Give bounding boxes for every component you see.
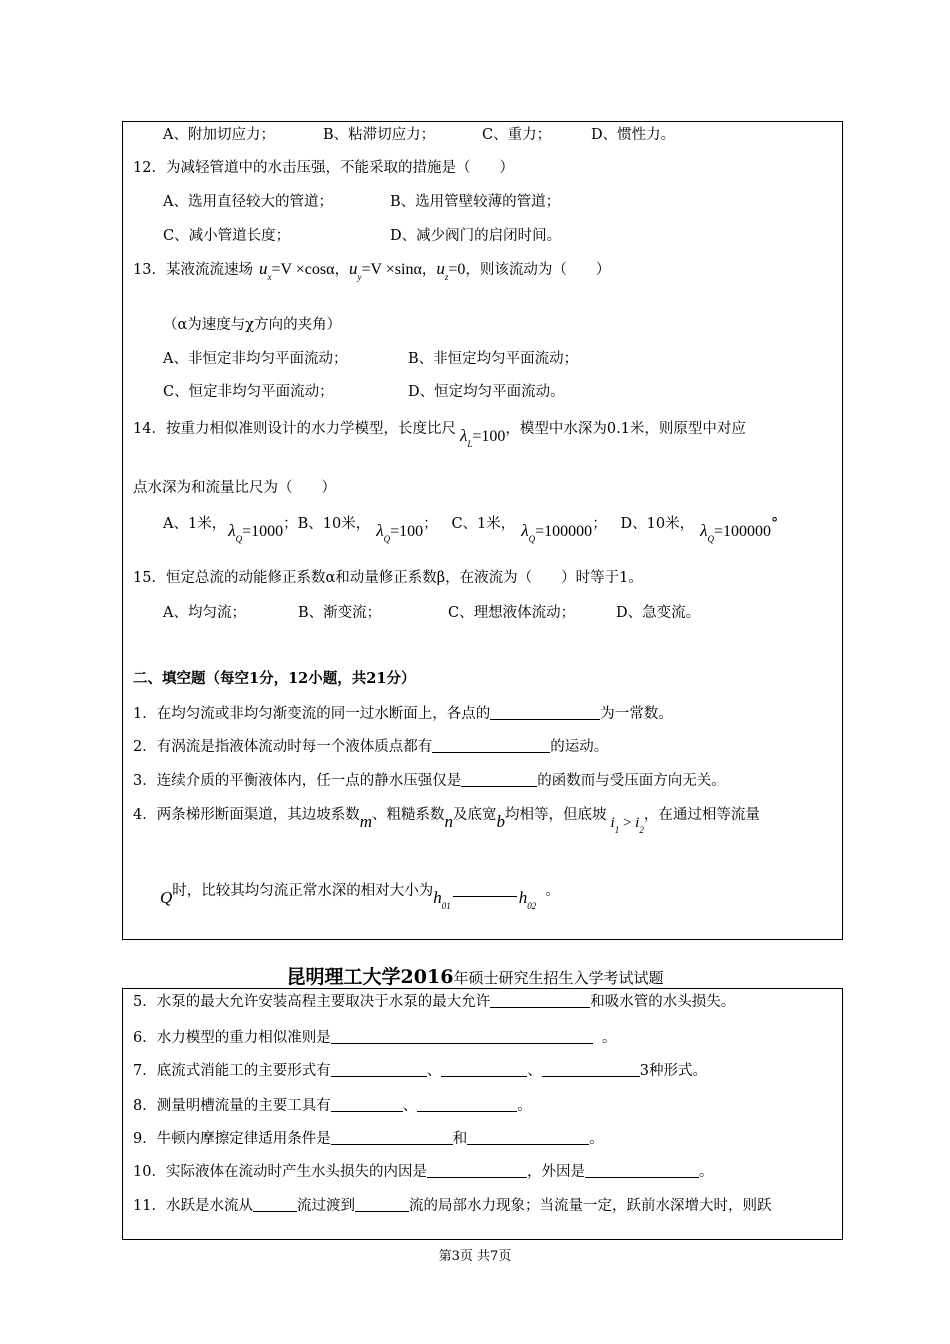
fill-q8-text: 8．测量明槽流量的主要工具有 [133, 1098, 331, 1114]
q12-option-d: D、减少阀门的启闭时间。 [390, 228, 562, 244]
q13-ux: =V ×cosα [271, 261, 335, 278]
q14-option-d: D、10米， [620, 516, 695, 532]
q14-option-b-val: =100 [390, 523, 424, 540]
fill-q9 [133, 1129, 604, 1149]
fill-q4-blank[interactable] [453, 882, 517, 897]
page-number: 第3页 共7页 [438, 1249, 512, 1264]
q11-option-b: B、粘滞切应力； [323, 127, 436, 143]
fill-q6-blank[interactable] [331, 1029, 593, 1044]
q13-stem: 13．某液流流速场 $u_x=V \times\cos\alpha$，$u_y=V \times\sin\alpha$，$u_z=0$，则该流动为（ ） [133, 259, 611, 282]
fill-q7-text: 7．底流式消能工的主要形式有 [133, 1063, 331, 1079]
fill-q4-sym-h2: h [518, 888, 528, 907]
q13-option-b: B、非恒定均匀平面流动； [408, 351, 579, 367]
fill-q2-post: 的运动。 [550, 739, 609, 755]
q12-option-c: C、减小管道长度； [163, 228, 291, 244]
fill-q11-post: 流的局部水力现象；当流量一定，跃前水深增大时，则跃 [408, 1198, 772, 1214]
q14-stem-text: 14．按重力相似准则设计的水力学模型，长度比尺 [133, 421, 456, 437]
fill-q1 [133, 704, 673, 724]
fill-q4-sym-i1: i [610, 815, 615, 831]
q15-option-b: B、渐变流； [298, 605, 382, 621]
fill-q1-post: 为一常数。 [600, 706, 673, 722]
q14-options: A、1米， $\lambda_Q=1000$；B、10米， $\lambda_Q=100$； C、1米， $\lambda_Q=100000$； D、10米， $\lambda_Q=100000^\circ$ [163, 516, 779, 544]
university-name: 昆明理工大学 [286, 966, 401, 988]
q14-stem: 14．按重力相似准则设计的水力学模型，长度比尺 $\lambda_L=100$，模型中水深为0.1米，则原型中对应 [133, 421, 746, 449]
fill-q9-blank2[interactable] [467, 1130, 589, 1145]
fill-q4-post: ，在通过相等流量 [643, 807, 760, 823]
fill-q9-blank1[interactable] [331, 1130, 453, 1145]
fill-q3 [133, 771, 726, 791]
fill-q11-blank2[interactable] [355, 1197, 409, 1212]
fill-q5-text: 5．水泵的最大允许安装高程主要取决于水泵的最大允许 [133, 994, 491, 1010]
fill-q2-text: 2．有涡流是指液体流动时每一个液体质点都有 [133, 739, 433, 755]
fill-q11-blank1[interactable] [253, 1197, 297, 1212]
fill-q6 [133, 1028, 616, 1048]
q12-option-b: B、选用管壁较薄的管道； [390, 194, 561, 210]
fill-q8-post: 。 [517, 1098, 532, 1114]
fill-q9-mid: 和 [452, 1131, 468, 1147]
q14-option-c-val: =100000 [535, 523, 593, 540]
exam-title: 年硕士研究生招生入学考试试题 [453, 969, 664, 987]
fill-q6-text: 6．水力模型的重力相似准则是 [133, 1030, 331, 1046]
fill-q10 [133, 1162, 713, 1182]
fill-q10-text: 10．实际液体在流动时产生水头损失的内因是 [133, 1164, 427, 1180]
fill-q10-blank1[interactable] [427, 1163, 527, 1178]
fill-q4-sym-n: n [444, 812, 454, 831]
fill-q4-sym-h1: h [433, 888, 442, 907]
fill-q10-mid: ，外因是 [526, 1164, 585, 1180]
fill-q4-end: 。 [545, 883, 560, 899]
fill-q7-sep2: 、 [527, 1063, 542, 1079]
q14-option-a-val: =1000 [242, 523, 284, 540]
q14-option-b: B、10米， [297, 516, 371, 532]
university-header [0, 962, 950, 989]
fill-q8-blank2[interactable] [417, 1097, 517, 1112]
q14-tail: ，模型中水深为0.1米，则原型中对应 [505, 421, 746, 437]
q13-tail: ，则该流动为（ ） [465, 262, 611, 278]
fill-q9-post: 。 [589, 1131, 604, 1147]
fill-q8 [133, 1096, 532, 1116]
fill-q4-sym-b: b [496, 812, 506, 831]
q13-note: （α为速度与χ方向的夹角） [163, 317, 342, 333]
fill-q7-blank3[interactable] [542, 1062, 640, 1077]
fill-q3-blank[interactable] [461, 772, 537, 787]
fill-q4-text: 4．两条梯形断面渠道，其边坡系数 [133, 807, 360, 823]
q11-option-d: D、惯性力。 [591, 127, 676, 143]
q14-option-d-val: =100000 [713, 523, 771, 540]
q14-line2: 点水深为和流量比尺为（ ） [133, 480, 336, 496]
fill-q3-text: 3．连续介质的平衡液体内，任一点的静水压强仅是 [133, 773, 462, 789]
q15-option-c: C、理想液体流动； [448, 605, 576, 621]
fill-q4-mid3: 均相等，但底坡 [505, 807, 607, 823]
q14-option-c: C、1米， [451, 516, 516, 532]
q14-lambda-l: =100 [472, 428, 506, 445]
q13-uz: =0 [448, 261, 466, 278]
q11-option-a: A、附加切应力； [163, 127, 275, 143]
fill-q4-line2: Q时，比较其均匀流正常水深的相对大小为$h_{01}$ $h_{02}$ 。 [160, 883, 560, 911]
q12-stem: 12．为减轻管道中的水击压强，不能采取的措施是（ ） [133, 160, 514, 176]
fill-q8-blank1[interactable] [331, 1097, 403, 1112]
fill-q4-line2-text: 时，比较其均匀流正常水深的相对大小为 [172, 883, 434, 899]
q13-option-c: C、恒定非均匀平面流动； [163, 384, 334, 400]
fill-q11 [133, 1196, 771, 1216]
fill-q4-sym-i2: i [635, 815, 640, 831]
fill-q4-mid2: 及底宽 [453, 807, 497, 823]
fill-q9-text: 9．牛顿内摩擦定律适用条件是 [133, 1131, 331, 1147]
fill-q5-post: 和吸水管的水头损失。 [590, 994, 736, 1010]
q14-option-a: A、1米， [163, 516, 227, 532]
fill-q10-post: 。 [698, 1164, 714, 1180]
fill-q7-post: 3种形式。 [639, 1063, 707, 1079]
fill-q1-blank[interactable] [490, 705, 600, 720]
fill-q7 [133, 1061, 707, 1081]
fill-q8-sep: 、 [402, 1098, 418, 1114]
q15-option-a: A、均匀流； [163, 605, 246, 621]
fill-q4-sym-m: m [359, 812, 373, 831]
fill-q7-blank2[interactable] [441, 1062, 527, 1077]
fill-q2-blank[interactable] [432, 738, 550, 753]
fill-q11-mid: 流过渡到 [296, 1198, 355, 1214]
fill-q2 [133, 737, 608, 757]
fill-q7-blank1[interactable] [331, 1062, 427, 1077]
fill-q5-blank[interactable] [490, 993, 590, 1008]
q13-stem-text: 13．某液流流速场 [133, 262, 253, 278]
fill-q4-sym-q: Q [160, 888, 173, 907]
fill-q4-mid1: 、粗糙系数 [372, 807, 445, 823]
q13-option-a: A、非恒定非均匀平面流动； [163, 351, 348, 367]
fill-q11-text: 11．水跃是水流从 [133, 1198, 253, 1214]
fill-q3-post: 的函数而与受压面方向无关。 [537, 773, 726, 789]
q15-stem: 15．恒定总流的动能修正系数α和动量修正系数β，在液流为（ ）时等于1。 [133, 570, 643, 586]
q11-option-c: C、重力； [482, 127, 552, 143]
fill-q7-sep1: 、 [426, 1063, 442, 1079]
fill-q6-post: 。 [601, 1030, 617, 1046]
fill-q1-text: 1．在均匀流或非均匀渐变流的同一过水断面上，各点的 [133, 706, 491, 722]
q13-uy: =V ×sinα [361, 261, 422, 278]
fill-q10-blank2[interactable] [585, 1163, 699, 1178]
q13-option-d: D、恒定均匀平面流动。 [408, 384, 565, 400]
q12-option-a: A、选用直径较大的管道； [163, 194, 333, 210]
fill-q5 [133, 992, 735, 1012]
fill-q4: 4．两条梯形断面渠道，其边坡系数m、粗糙系数n及底宽b均相等，但底坡 $i_1 > i_2$，在通过相等流量 [133, 807, 760, 835]
q15-option-d: D、急变流。 [616, 605, 701, 621]
exam-year: 2016 [400, 966, 454, 988]
section2-title: 二、填空题（每空1分，12小题，共21分） [133, 670, 416, 687]
